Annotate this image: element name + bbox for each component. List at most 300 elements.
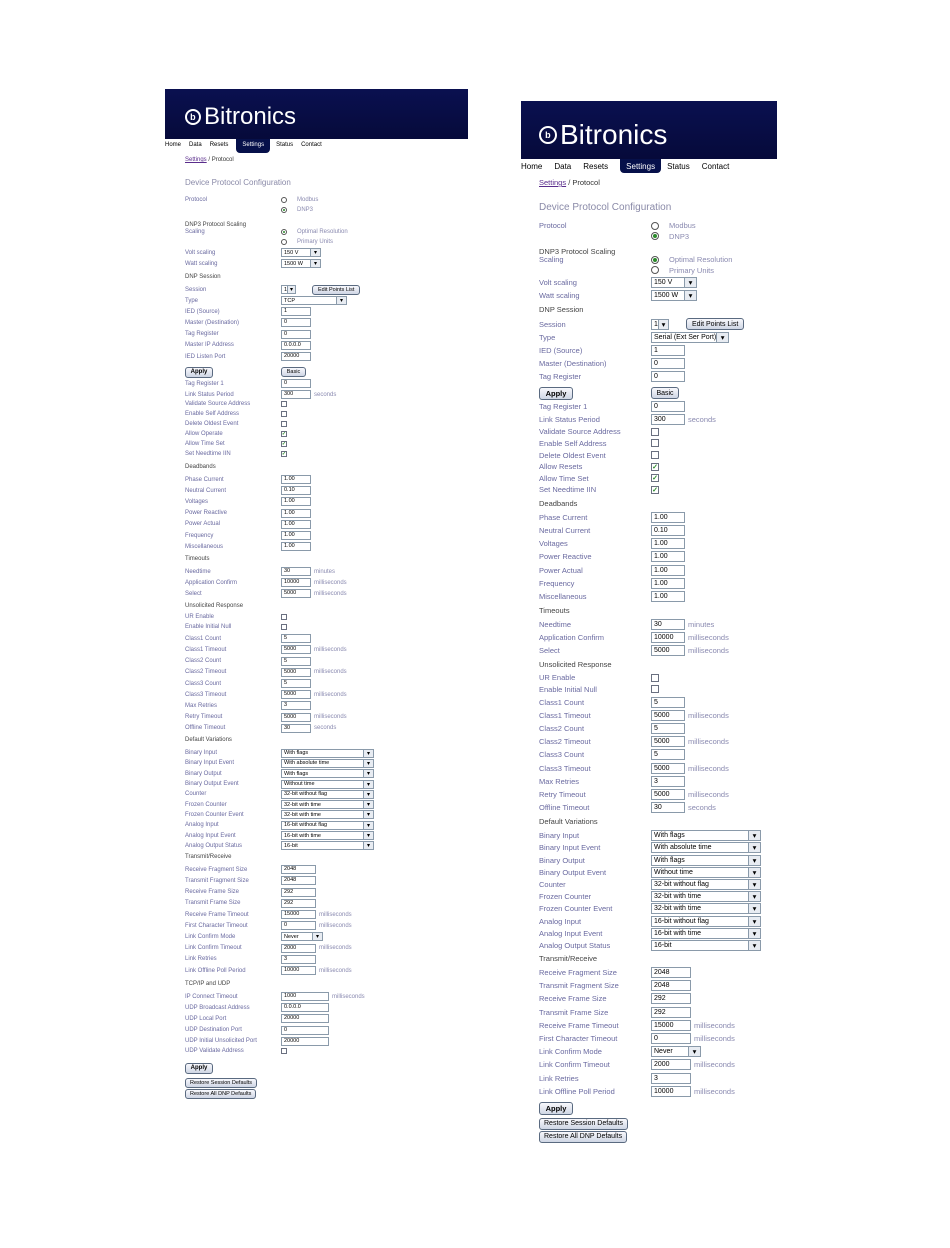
chevron-down-icon: ▾ <box>748 856 760 865</box>
udp-initial-unsolicited-port-input[interactable]: 20000 <box>281 1037 329 1046</box>
section-transmit-receive: Transmit/Receive <box>185 854 232 861</box>
transmit-fragment-size-input[interactable]: 2048 <box>651 980 691 991</box>
nav-item-contact[interactable]: Contact <box>301 142 322 148</box>
form-row <box>185 1089 256 1099</box>
row-needtime: Needtime 30 minutes <box>539 619 715 629</box>
form-row <box>539 817 739 826</box>
form-row: Volt scaling 150 V ▾ <box>185 248 321 257</box>
receive-frame-timeout-input[interactable]: 15000 <box>281 910 316 919</box>
row-receive-frame-size: Receive Frame Size 292 <box>539 993 691 1004</box>
receive-fragment-size-input[interactable]: 2048 <box>651 967 691 978</box>
form-row: Analog Output Status 16-bit ▾ <box>185 841 374 850</box>
row-phase-current: Phase Current 1.00 <box>185 475 311 484</box>
class3-timeout-input[interactable]: 5000 <box>651 763 685 774</box>
row-application-confirm: Application Confirm 10000 milliseconds <box>185 579 347 586</box>
link-confirm-timeout-input[interactable]: 2000 <box>651 1059 691 1070</box>
row-miscellaneous: Miscellaneous 1.00 <box>539 591 685 602</box>
select-input[interactable]: 5000 <box>651 645 685 656</box>
unit-label: milliseconds <box>694 1020 735 1030</box>
nav-item-home[interactable]: Home <box>165 142 182 148</box>
link-offline-poll-period-input[interactable]: 10000 <box>281 966 316 975</box>
row-transmit-fragment-size: Transmit Fragment Size 2048 <box>539 980 691 991</box>
apply-button[interactable]: Apply <box>539 387 573 400</box>
ip-connect-timeout-input[interactable]: 1000 <box>281 992 329 1001</box>
row-validate-source-address: Validate Source Address <box>185 401 287 407</box>
row-set-needtime-iin: Set Needtime IIN ✓ <box>185 451 287 457</box>
transmit-frame-size-input[interactable]: 292 <box>281 899 316 908</box>
binary-input-event-select[interactable]: With absolute time ▾ <box>651 842 761 853</box>
row-first-character-timeout: First Character Timeout 0 milliseconds <box>539 1033 735 1043</box>
validate-source-address-checkbox[interactable] <box>281 401 287 407</box>
form-row: Counter 32-bit without flag ▾ <box>185 790 374 799</box>
row-link-retries: Link Retries 3 <box>539 1073 691 1084</box>
transmit-fragment-size-input[interactable]: 2048 <box>281 876 316 885</box>
breadcrumb-settings-link[interactable]: Settings <box>185 157 207 163</box>
chevron-down-icon: ▾ <box>716 333 728 342</box>
protocol-modbus-radio[interactable] <box>281 197 287 203</box>
row-class3-timeout: Class3 Timeout 5000 milliseconds <box>185 691 347 698</box>
chevron-down-icon: ▾ <box>310 249 320 256</box>
left-panel <box>165 89 468 1097</box>
binary-output-event-select[interactable]: Without time ▾ <box>651 867 761 878</box>
unit-label: milliseconds <box>688 737 729 747</box>
application-confirm-input[interactable]: 10000 <box>281 578 311 587</box>
apply-bottom-button[interactable]: Apply <box>539 1102 573 1115</box>
tag-register-1-input[interactable]: 0 <box>281 379 311 388</box>
row-tag-register-1: Tag Register 1 0 <box>185 379 311 388</box>
nav-item-data[interactable]: Data <box>554 162 572 171</box>
frozen-counter-select[interactable]: 32-bit with time ▾ <box>651 891 761 902</box>
class3-count-input[interactable]: 5 <box>281 679 311 688</box>
unit-label: milliseconds <box>688 789 729 799</box>
analog-output-status-select[interactable]: 16-bit ▾ <box>281 841 374 850</box>
watt-scaling-select[interactable]: 1500 W ▾ <box>281 259 321 268</box>
retry-timeout-input[interactable]: 5000 <box>651 789 685 800</box>
main-nav <box>165 139 468 153</box>
row-delete-oldest-event: Delete Oldest Event <box>539 451 659 460</box>
protocol-dnp3-radio[interactable] <box>281 207 287 213</box>
link-status-period-input[interactable]: 300 <box>651 414 685 425</box>
breadcrumb <box>539 178 777 187</box>
row-max-retries: Max Retries 3 <box>185 701 311 710</box>
edit-points-list-button[interactable]: Edit Points List <box>312 285 360 295</box>
row-class1-count: Class1 Count 5 <box>539 697 685 708</box>
row-receive-frame-timeout: Receive Frame Timeout 15000 milliseconds <box>539 1020 735 1030</box>
master-destination-input[interactable]: 0 <box>281 318 311 327</box>
udp-broadcast-address-input[interactable]: 0.0.0.0 <box>281 1003 329 1012</box>
ied-source-input[interactable]: 1 <box>651 345 685 356</box>
receive-fragment-size-input[interactable]: 2048 <box>281 865 316 874</box>
form-row: Analog Output Status 16-bit ▾ <box>539 940 761 951</box>
nav-item-settings[interactable]: Settings <box>236 139 270 153</box>
frozen-counter-event-select[interactable]: 32-bit with time ▾ <box>281 810 374 819</box>
row-offline-timeout: Offline Timeout 30 seconds <box>539 803 716 813</box>
scaling-primary-radio[interactable] <box>281 239 287 245</box>
receive-frame-size-input[interactable]: 292 <box>651 993 691 1004</box>
chevron-down-icon: ▾ <box>312 933 322 940</box>
row-tag-register: Tag Register 0 <box>539 371 685 382</box>
power-actual-input[interactable]: 1.00 <box>281 520 311 529</box>
form-row: Binary Input Event With absolute time ▾ <box>539 842 761 853</box>
row-udp-destination-port: UDP Destination Port 0 <box>185 1026 329 1035</box>
nav-item-data[interactable]: Data <box>189 142 202 148</box>
row-enable-self-address: Enable Self Address <box>185 411 287 417</box>
class2-count-input[interactable]: 5 <box>281 657 311 666</box>
chevron-down-icon: ▾ <box>748 868 760 877</box>
row-link-retries: Link Retries 3 <box>185 955 316 964</box>
chevron-down-icon: ▾ <box>363 770 373 777</box>
row-phase-current: Phase Current 1.00 <box>539 512 685 523</box>
row-delete-oldest-event: Delete Oldest Event <box>185 421 287 427</box>
form-row: Counter 32-bit without flag ▾ <box>539 879 761 890</box>
breadcrumb-settings-link[interactable]: Settings <box>539 178 567 187</box>
unit-label: minutes <box>314 568 336 575</box>
allow-operate-checkbox[interactable] <box>281 431 287 437</box>
receive-frame-timeout-input[interactable]: 15000 <box>651 1020 691 1031</box>
power-actual-input[interactable]: 1.00 <box>651 565 685 576</box>
form-row: Frozen Counter 32-bit with time ▾ <box>185 800 374 809</box>
max-retries-input[interactable]: 3 <box>281 701 311 710</box>
form-row <box>185 981 385 987</box>
row-master-destination: Master (Destination) 0 <box>185 318 311 327</box>
row-allow-time-set: Allow Time Set ✓ <box>539 474 659 483</box>
enable-self-address-checkbox[interactable] <box>281 411 287 417</box>
link-confirm-mode-select[interactable]: Never ▾ <box>281 932 323 941</box>
basic-button[interactable]: Basic <box>651 387 679 399</box>
voltages-input[interactable]: 1.00 <box>281 497 311 506</box>
row-allow-operate: Allow Operate ✓ <box>185 431 287 437</box>
restore-session-defaults-button[interactable]: Restore Session Defaults <box>185 1078 257 1088</box>
row-transmit-fragment-size: Transmit Fragment Size 2048 <box>185 876 316 885</box>
row-needtime: Needtime 30 minutes <box>185 568 336 575</box>
row-link-confirm-timeout: Link Confirm Timeout 2000 milliseconds <box>185 944 352 952</box>
form-row: Analog Input Event 16-bit with time ▾ <box>185 831 374 840</box>
chevron-down-icon: ▾ <box>748 929 760 938</box>
unit-label: seconds <box>688 415 716 425</box>
row-select: Select 5000 milliseconds <box>539 646 729 656</box>
row-receive-frame-timeout: Receive Frame Timeout 15000 milliseconds <box>185 911 352 918</box>
link-confirm-timeout-input[interactable]: 2000 <box>281 944 316 953</box>
restore-all-dnp-defaults-button[interactable]: Restore All DNP Defaults <box>185 1089 256 1099</box>
row-class3-count: Class3 Count 5 <box>539 749 685 760</box>
brand-name: Bitronics <box>204 103 297 130</box>
frozen-counter-event-select[interactable]: 32-bit with time ▾ <box>651 903 761 914</box>
form-row: Scaling Optimal Resolution <box>539 255 733 265</box>
ur-enable-checkbox[interactable] <box>651 674 659 682</box>
chevron-down-icon: ▾ <box>688 1047 700 1056</box>
unit-label: minutes <box>688 619 715 629</box>
enable-initial-null-checkbox[interactable] <box>281 624 287 630</box>
section-unsolicited-response: Unsolicited Response <box>185 603 244 610</box>
analog-input-event-select[interactable]: 16-bit with time ▾ <box>651 928 761 939</box>
page-title: Device Protocol Configuration <box>539 202 672 213</box>
form-row: Type TCP ▾ <box>185 296 347 305</box>
needtime-input[interactable]: 30 <box>281 567 311 576</box>
delete-oldest-event-checkbox[interactable] <box>281 421 287 427</box>
section-default-variations: Default Variations <box>185 737 232 744</box>
row-allow-resets: Allow Resets ✓ <box>539 462 659 471</box>
row-tag-register-1: Tag Register 1 0 <box>539 401 685 412</box>
unit-label: milliseconds <box>314 579 347 586</box>
row-link-status-period: Link Status Period 300 seconds <box>185 391 337 398</box>
scaling-optimal-radio[interactable] <box>281 229 287 235</box>
ied-source-input[interactable]: 1 <box>281 307 311 316</box>
row-receive-frame-size: Receive Frame Size 292 <box>185 888 316 897</box>
row-power-actual: Power Actual 1.00 <box>539 565 685 576</box>
row-tag-register: Tag Register 0 <box>185 330 311 339</box>
row-class1-timeout: Class1 Timeout 5000 milliseconds <box>185 646 347 653</box>
nav-item-status[interactable]: Status <box>667 162 690 171</box>
row-class3-timeout: Class3 Timeout 5000 milliseconds <box>539 763 729 773</box>
phase-current-input[interactable]: 1.00 <box>281 475 311 484</box>
bitronics-logo <box>539 119 667 151</box>
class2-timeout-input[interactable]: 5000 <box>281 668 311 677</box>
row-ied-source: IED (Source) 1 <box>185 307 311 316</box>
row-receive-fragment-size: Receive Fragment Size 2048 <box>539 967 691 978</box>
binary-output-select[interactable]: With flags ▾ <box>281 769 374 778</box>
row-power-reactive: Power Reactive 1.00 <box>185 509 311 518</box>
class3-count-input[interactable]: 5 <box>651 749 685 760</box>
unit-label: milliseconds <box>314 691 347 698</box>
unit-label: milliseconds <box>688 710 729 720</box>
binary-input-select[interactable]: With flags ▾ <box>281 749 374 758</box>
chevron-down-icon: ▾ <box>748 843 760 852</box>
chevron-down-icon: ▾ <box>363 832 373 839</box>
application-confirm-input[interactable]: 10000 <box>651 632 685 643</box>
link-status-period-input[interactable]: 300 <box>281 390 311 399</box>
row-receive-fragment-size: Receive Fragment Size 2048 <box>185 865 316 874</box>
class1-timeout-input[interactable]: 5000 <box>651 710 685 721</box>
apply-bottom-button[interactable]: Apply <box>185 1063 213 1074</box>
form-row <box>539 660 739 669</box>
offline-timeout-input[interactable]: 30 <box>281 724 311 733</box>
chevron-down-icon: ▾ <box>748 892 760 901</box>
validate-source-address-checkbox[interactable] <box>651 428 659 436</box>
row-set-needtime-iin: Set Needtime IIN ✓ <box>539 485 659 494</box>
row-max-retries: Max Retries 3 <box>539 776 685 787</box>
chevron-down-icon: ▾ <box>748 904 760 913</box>
row-voltages: Voltages 1.00 <box>539 538 685 549</box>
analog-output-status-select[interactable]: 16-bit ▾ <box>651 940 761 951</box>
frequency-input[interactable]: 1.00 <box>651 578 685 589</box>
phase-current-input[interactable]: 1.00 <box>651 512 685 523</box>
row-first-character-timeout: First Character Timeout 0 milliseconds <box>185 922 352 929</box>
udp-local-port-input[interactable]: 20000 <box>281 1014 329 1023</box>
right-panel <box>521 101 777 1141</box>
row-voltages: Voltages 1.00 <box>185 497 311 506</box>
unit-label: milliseconds <box>319 967 352 974</box>
binary-input-event-select[interactable]: With absolute time ▾ <box>281 759 374 768</box>
ur-enable-checkbox[interactable] <box>281 614 287 620</box>
nav-item-home[interactable]: Home <box>521 162 543 171</box>
form-row <box>185 1063 213 1074</box>
volt-scaling-select[interactable]: 150 V ▾ <box>651 277 697 288</box>
counter-select[interactable]: 32-bit without flag ▾ <box>651 879 761 890</box>
row-ip-connect-timeout: IP Connect Timeout 1000 milliseconds <box>185 993 365 1000</box>
neutral-current-input[interactable]: 0.10 <box>281 486 311 495</box>
frequency-input[interactable]: 1.00 <box>281 531 311 540</box>
frozen-counter-select[interactable]: 32-bit with time ▾ <box>281 800 374 809</box>
chevron-down-icon: ▾ <box>684 291 696 300</box>
allow-resets-checkbox[interactable] <box>651 463 659 471</box>
unit-label: milliseconds <box>694 1033 735 1043</box>
max-retries-input[interactable]: 3 <box>651 776 685 787</box>
row-master-destination: Master (Destination) 0 <box>539 358 685 369</box>
nav-item-resets[interactable]: Resets <box>209 142 229 148</box>
analog-input-select[interactable]: 16-bit without flag ▾ <box>281 821 374 830</box>
miscellaneous-input[interactable]: 1.00 <box>281 542 311 551</box>
scaling-optimal-radio[interactable] <box>651 256 659 264</box>
form-row: Analog Input Event 16-bit with time ▾ <box>539 928 761 939</box>
form-row: Binary Output With flags ▾ <box>185 769 374 778</box>
row-transmit-frame-size: Transmit Frame Size 292 <box>539 1007 691 1018</box>
chevron-down-icon: ▾ <box>287 286 295 293</box>
section-timeouts: Timeouts <box>185 555 210 562</box>
class3-timeout-input[interactable]: 5000 <box>281 690 311 699</box>
class2-count-input[interactable]: 5 <box>651 723 685 734</box>
form-row: Primary Units <box>185 239 333 245</box>
type-select[interactable]: Serial (Ext Ser Port) ▾ <box>651 332 729 343</box>
nav-item-settings[interactable]: Settings <box>620 159 661 173</box>
row-ied-source: IED (Source) 1 <box>539 345 685 356</box>
unit-label: milliseconds <box>694 1060 735 1070</box>
link-confirm-mode-select[interactable]: Never ▾ <box>651 1046 701 1057</box>
chevron-down-icon: ▾ <box>748 917 760 926</box>
session-select[interactable]: 1 ▾ <box>651 319 669 330</box>
nav-item-contact[interactable]: Contact <box>701 162 730 171</box>
section-timeouts: Timeouts <box>539 605 570 615</box>
binary-output-event-select[interactable]: Without time ▾ <box>281 780 374 789</box>
row-frequency: Frequency 1.00 <box>185 531 311 540</box>
form-row: Session 1 ▾ Edit Points List <box>539 318 744 330</box>
allow-time-set-checkbox[interactable] <box>281 441 287 447</box>
restore-session-defaults-button[interactable]: Restore Session Defaults <box>539 1118 628 1130</box>
udp-destination-port-input[interactable]: 0 <box>281 1026 329 1035</box>
form-row: Frozen Counter 32-bit with time ▾ <box>539 891 761 902</box>
transmit-frame-size-input[interactable]: 292 <box>651 1007 691 1018</box>
delete-oldest-event-checkbox[interactable] <box>651 451 659 459</box>
form-row <box>539 1131 627 1143</box>
section-dnp3-protocol-scaling: DNP3 Protocol Scaling <box>539 246 616 256</box>
row-udp-validate-address: UDP Validate Address <box>185 1048 287 1054</box>
basic-button[interactable]: Basic <box>281 367 306 377</box>
first-character-timeout-input[interactable]: 0 <box>651 1033 691 1044</box>
scaling-primary-radio[interactable] <box>651 266 659 274</box>
restore-all-dnp-defaults-button[interactable]: Restore All DNP Defaults <box>539 1131 627 1143</box>
needtime-input[interactable]: 30 <box>651 619 685 630</box>
form-row: Watt scaling 1500 W ▾ <box>539 290 697 301</box>
enable-self-address-checkbox[interactable] <box>651 439 659 447</box>
row-udp-local-port: UDP Local Port 20000 <box>185 1014 329 1023</box>
form-row: Session 1 ▾ Edit Points List <box>185 285 360 295</box>
link-retries-input[interactable]: 3 <box>281 955 316 964</box>
allow-time-set-checkbox[interactable] <box>651 474 659 482</box>
section-transmit-receive: Transmit/Receive <box>539 953 598 963</box>
volt-scaling-select[interactable]: 150 V ▾ <box>281 248 321 257</box>
form-row: DNP3 <box>539 232 689 241</box>
unit-label: milliseconds <box>314 590 347 597</box>
binary-input-select[interactable]: With flags ▾ <box>651 830 761 841</box>
unit-label: milliseconds <box>319 922 352 929</box>
miscellaneous-input[interactable]: 1.00 <box>651 591 685 602</box>
voltages-input[interactable]: 1.00 <box>651 538 685 549</box>
section-unsolicited-response: Unsolicited Response <box>539 660 612 670</box>
chevron-down-icon: ▾ <box>363 842 373 849</box>
form-row <box>185 222 385 228</box>
row-link-status-period: Link Status Period 300 seconds <box>539 415 716 425</box>
analog-input-select[interactable]: 16-bit without flag ▾ <box>651 916 761 927</box>
nav-item-status[interactable]: Status <box>276 142 294 148</box>
unit-label: milliseconds <box>319 911 352 918</box>
binary-output-select[interactable]: With flags ▾ <box>651 855 761 866</box>
tag-register-1-input[interactable]: 0 <box>651 401 685 412</box>
link-retries-input[interactable]: 3 <box>651 1073 691 1084</box>
row-ied-listen-port: IED Listen Port 20000 <box>185 352 311 361</box>
unit-label: milliseconds <box>314 669 347 676</box>
retry-timeout-input[interactable]: 5000 <box>281 713 311 722</box>
neutral-current-input[interactable]: 0.10 <box>651 525 685 536</box>
class2-timeout-input[interactable]: 5000 <box>651 736 685 747</box>
edit-points-list-button[interactable]: Edit Points List <box>686 318 744 330</box>
form-row: Binary Input With flags ▾ <box>185 749 374 758</box>
master-destination-input[interactable]: 0 <box>651 358 685 369</box>
class1-count-input[interactable]: 5 <box>651 697 685 708</box>
row-class1-timeout: Class1 Timeout 5000 milliseconds <box>539 710 729 720</box>
form-row <box>185 603 385 609</box>
counter-select[interactable]: 32-bit without flag ▾ <box>281 790 374 799</box>
row-link-offline-poll-period: Link Offline Poll Period 10000 milliseconds <box>185 967 352 974</box>
ied-listen-port-input[interactable]: 20000 <box>281 352 311 361</box>
form-row: Type Serial (Ext Ser Port) ▾ <box>539 332 729 343</box>
protocol-dnp3-radio[interactable] <box>651 232 659 240</box>
first-character-timeout-input[interactable]: 0 <box>281 921 316 930</box>
analog-input-event-select[interactable]: 16-bit with time ▾ <box>281 831 374 840</box>
class1-count-input[interactable]: 5 <box>281 634 311 643</box>
set-needtime-iin-checkbox[interactable] <box>651 486 659 494</box>
row-retry-timeout: Retry Timeout 5000 milliseconds <box>185 713 347 721</box>
breadcrumb-current: / Protocol <box>566 178 600 187</box>
class1-timeout-input[interactable]: 5000 <box>281 645 311 654</box>
protocol-modbus-radio[interactable] <box>651 222 659 230</box>
apply-button[interactable]: Apply <box>185 367 213 378</box>
tag-register-input[interactable]: 0 <box>651 371 685 382</box>
form-row: Binary Output Event Without time ▾ <box>185 780 374 789</box>
watt-scaling-select[interactable]: 1500 W ▾ <box>651 290 697 301</box>
tag-register-input[interactable]: 0 <box>281 330 311 339</box>
receive-frame-size-input[interactable]: 292 <box>281 888 316 897</box>
select-input[interactable]: 5000 <box>281 589 311 598</box>
type-select[interactable]: TCP ▾ <box>281 296 347 305</box>
row-class2-timeout: Class2 Timeout 5000 milliseconds <box>539 737 729 747</box>
udp-validate-address-checkbox[interactable] <box>281 1048 287 1054</box>
nav-item-resets[interactable]: Resets <box>583 162 609 171</box>
master-ip-address-input[interactable]: 0.0.0.0 <box>281 341 311 350</box>
row-class1-count: Class1 Count 5 <box>185 634 311 643</box>
section-deadbands: Deadbands <box>539 498 578 508</box>
row-link-offline-poll-period: Link Offline Poll Period 10000 milliseconds <box>539 1086 735 1096</box>
power-reactive-input[interactable]: 1.00 <box>281 509 311 518</box>
row-miscellaneous: Miscellaneous 1.00 <box>185 542 311 551</box>
link-offline-poll-period-input[interactable]: 10000 <box>651 1086 691 1097</box>
set-needtime-iin-checkbox[interactable] <box>281 451 287 457</box>
chevron-down-icon: ▾ <box>363 760 373 767</box>
offline-timeout-input[interactable]: 30 <box>651 802 685 813</box>
power-reactive-input[interactable]: 1.00 <box>651 551 685 562</box>
row-power-reactive: Power Reactive 1.00 <box>539 551 685 562</box>
form-row <box>539 305 739 314</box>
enable-initial-null-checkbox[interactable] <box>651 685 659 693</box>
session-select[interactable]: 1 ▾ <box>281 285 296 294</box>
